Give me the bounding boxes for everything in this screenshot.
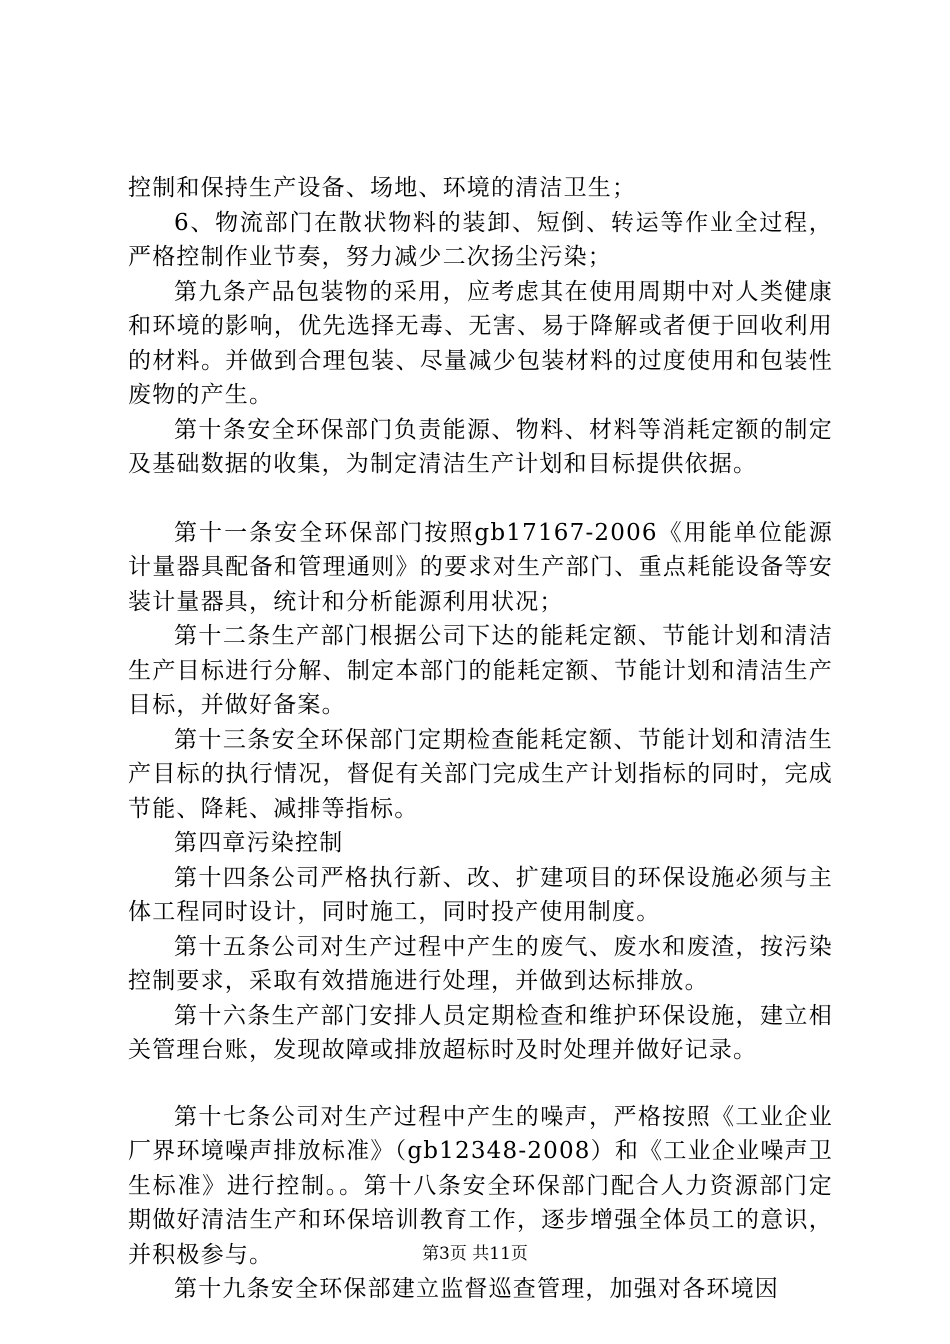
paragraph: 第十七条公司对生产过程中产生的噪声，严格按照《工业企业厂界环境噪声排放标准》（gb12348-2008）和《工业企业噪声卫生标准》进行控制。。第十八条安全环保部门配合人力资源部门定期做好清洁生产和环保培训教育工作，逐步增强全体员工的意识，并积极参与。 bbox=[128, 1103, 833, 1268]
paragraph: 控制和保持生产设备、场地、环境的清洁卫生； bbox=[128, 175, 637, 201]
chapter-heading: 第四章污染控制 bbox=[174, 830, 344, 856]
document-body bbox=[128, 171, 833, 1307]
paragraph: 第十四条公司严格执行新、改、扩建项目的环保设施必须与主体工程同时设计，同时施工，同时投产使用制度。 bbox=[128, 864, 833, 925]
paragraph: 第十六条生产部门安排人员定期检查和维护环保设施，建立相关管理台账，发现故障或排放超标时及时处理并做好记录。 bbox=[128, 1002, 833, 1063]
paragraph: 第十条安全环保部门负责能源、物料、材料等消耗定额的制定及基础数据的收集，为制定清洁生产计划和目标提供依据。 bbox=[128, 416, 833, 477]
paragraph: 第九条产品包装物的采用，应考虑其在使用周期中对人类健康和环境的影响，优先选择无毒、无害、易于降解或者便于回收利用的材料。并做到合理包装、尽量减少包装材料的过度使用和包装性废物的产生。 bbox=[128, 278, 833, 408]
paragraph: 第十五条公司对生产过程中产生的废气、废水和废渣，按污染控制要求，采取有效措施进行处理，并做到达标排放。 bbox=[128, 933, 833, 994]
paragraph: 第十一条安全环保部门按照gb17167-2006《用能单位能源计量器具配备和管理通则》的要求对生产部门、重点耗能设备等安装计量器具，统计和分析能源利用状况； bbox=[128, 519, 833, 615]
paragraph: 第十二条生产部门根据公司下达的能耗定额、节能计划和清洁生产目标进行分解、制定本部门的能耗定额、节能计划和清洁生产目标，并做好备案。 bbox=[128, 623, 833, 718]
paragraph: 第十九条安全环保部建立监督巡查管理，加强对各环境因 bbox=[174, 1276, 779, 1302]
page-number-footer: 第3页 共11页 bbox=[422, 1244, 528, 1264]
paragraph: 6、物流部门在散状物料的装卸、短倒、转运等作业全过程，严格控制作业节奏，努力减少二次扬尘污染； bbox=[128, 209, 833, 270]
paragraph: 第十三条安全环保部门定期检查能耗定额、节能计划和清洁生产目标的执行情况，督促有关部门完成生产计划指标的同时，完成节能、降耗、减排等指标。 bbox=[128, 726, 833, 822]
